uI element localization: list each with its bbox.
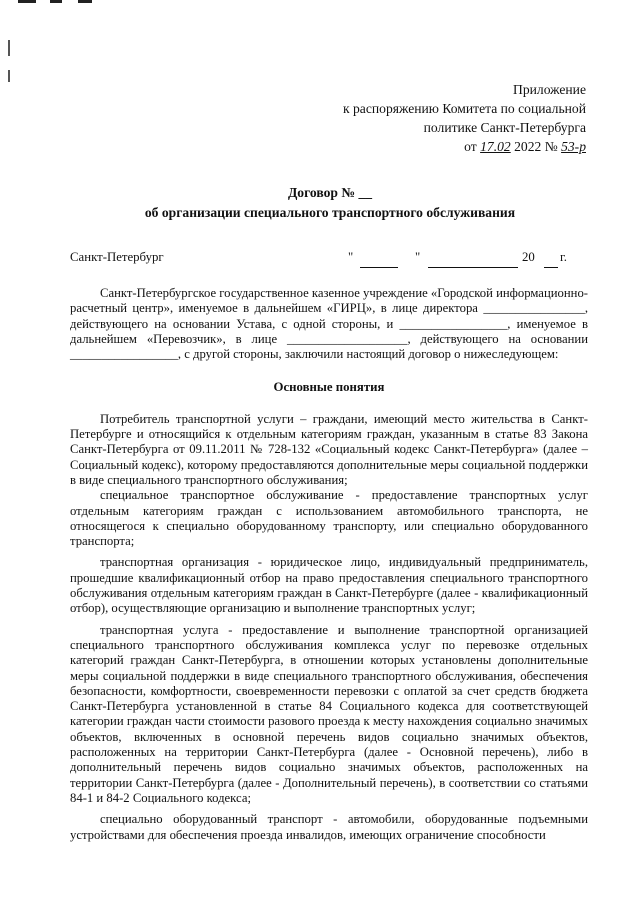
- appendix-line: политике Санкт-Петербурга: [423, 120, 586, 135]
- quote-close: ": [415, 250, 421, 264]
- document-title: [60, 183, 600, 223]
- day-blank-line: [360, 267, 398, 268]
- title-line: Договор № __: [287, 185, 373, 200]
- year-suffix: г.: [560, 250, 568, 264]
- place-date-row: [70, 250, 590, 274]
- scan-mark: [18, 0, 36, 3]
- appendix-number: 53-р: [561, 139, 586, 154]
- body-paragraph: транспортная услуга - предоставление и выполнение транспортной организацией специального транспортного обслуживания комплекса услуг по перевозке отдельных категорий граждан Санкт-Петербурга, в отношении которых установлены дополнительные меры социальной поддержки в виде специального транспортного обслуживания, обеспечения безопасности, комфортности, своевременности перевозки с оплатой за счет средств бюджета Санкт-Петербурга установленной в статье 84 Социального кодекса для соответствующей категории граждан части стоимости разового проезда к месту нахождения социально значимых объектов, включенных в основной перечень видов социально значимых объектов, расположенных на территории Санкт-Петербурга (далее - Основной перечень), либо в дополнительный перечень видов социально значимых объектов, расположенных на территории Санкт-Петербурга (далее - Дополнительный перечень), в соответствии со статьями 84-1 и 84-2 Социального кодекса;: [70, 622, 588, 805]
- year-blank-line: [544, 267, 558, 268]
- scan-mark: [50, 0, 62, 3]
- section-heading: Основные понятия: [273, 380, 385, 395]
- scan-mark: [78, 0, 92, 3]
- body-paragraph: транспортная организация - юридическое лицо, индивидуальный предприниматель, прошедшие квалификационный отбор на право предоставления специального транспортного обслуживания отдельным категориям граждан в Санкт-Петербурге (далее - квалификационный отбор), осуществляющие организацию и выполнение транспортных услуг;: [70, 555, 588, 616]
- body-paragraph: специально оборудованный транспорт - автомобили, оборудованные подъемными устройствами для обеспечения проезда инвалидов, имеющих ограничение способности: [70, 812, 588, 842]
- document-body: [70, 286, 588, 843]
- appendix-line: Приложение: [513, 82, 586, 97]
- appendix-line: к распоряжению Комитета по социальной: [343, 101, 586, 116]
- appendix-from: от: [464, 139, 477, 154]
- title-line: об организации специального транспортного обслуживания: [144, 205, 516, 220]
- quote-open: ": [348, 250, 354, 264]
- scan-edge-mark: [8, 40, 10, 56]
- body-paragraph: Потребитель транспортной услуги – граждани, имеющий место жительства в Санкт-Петербурге и относящийся к отдельным категориям граждан, указанным в статье 83 Закона Санкт-Петербурга от 09.11.2011 № 728-132 «Социальный кодекс Санкт-Петербурга» (далее – Социальный кодекс), которому предоставляются дополнительные меры социальной поддержки в виде специального транспортного обслуживания;: [70, 411, 588, 487]
- appendix-year: 2022 №: [514, 139, 558, 154]
- preamble-paragraph: Санкт-Петербургское государственное казенное учреждение «Городской информационно-расчетный центр», именуемое в дальнейшем «ГИРЦ», в лице директора ________________, действующего на основании Устава, с одной стороны, и _________________, именуемое в дальнейшем «Перевозчик», в лице ___________________, действующего на основании _________________, с другой стороны, заключили настоящий договор о нижеследующем:: [70, 286, 589, 362]
- appendix-date-line: [343, 137, 586, 156]
- scan-edge-mark: [8, 70, 10, 82]
- appendix-date: 17.02: [480, 139, 511, 154]
- month-blank-line: [428, 267, 518, 268]
- body-paragraph: специальное транспортное обслуживание - предоставление транспортных услуг отдельным категориям граждан с использованием автомобильного транспорта, не относящегося к специально оборудованному транспорту, или специально оборудованного транспорта;: [70, 488, 588, 549]
- appendix-block: [343, 80, 586, 156]
- year-prefix: 20: [522, 250, 535, 264]
- city-name: Санкт-Петербург: [70, 250, 164, 264]
